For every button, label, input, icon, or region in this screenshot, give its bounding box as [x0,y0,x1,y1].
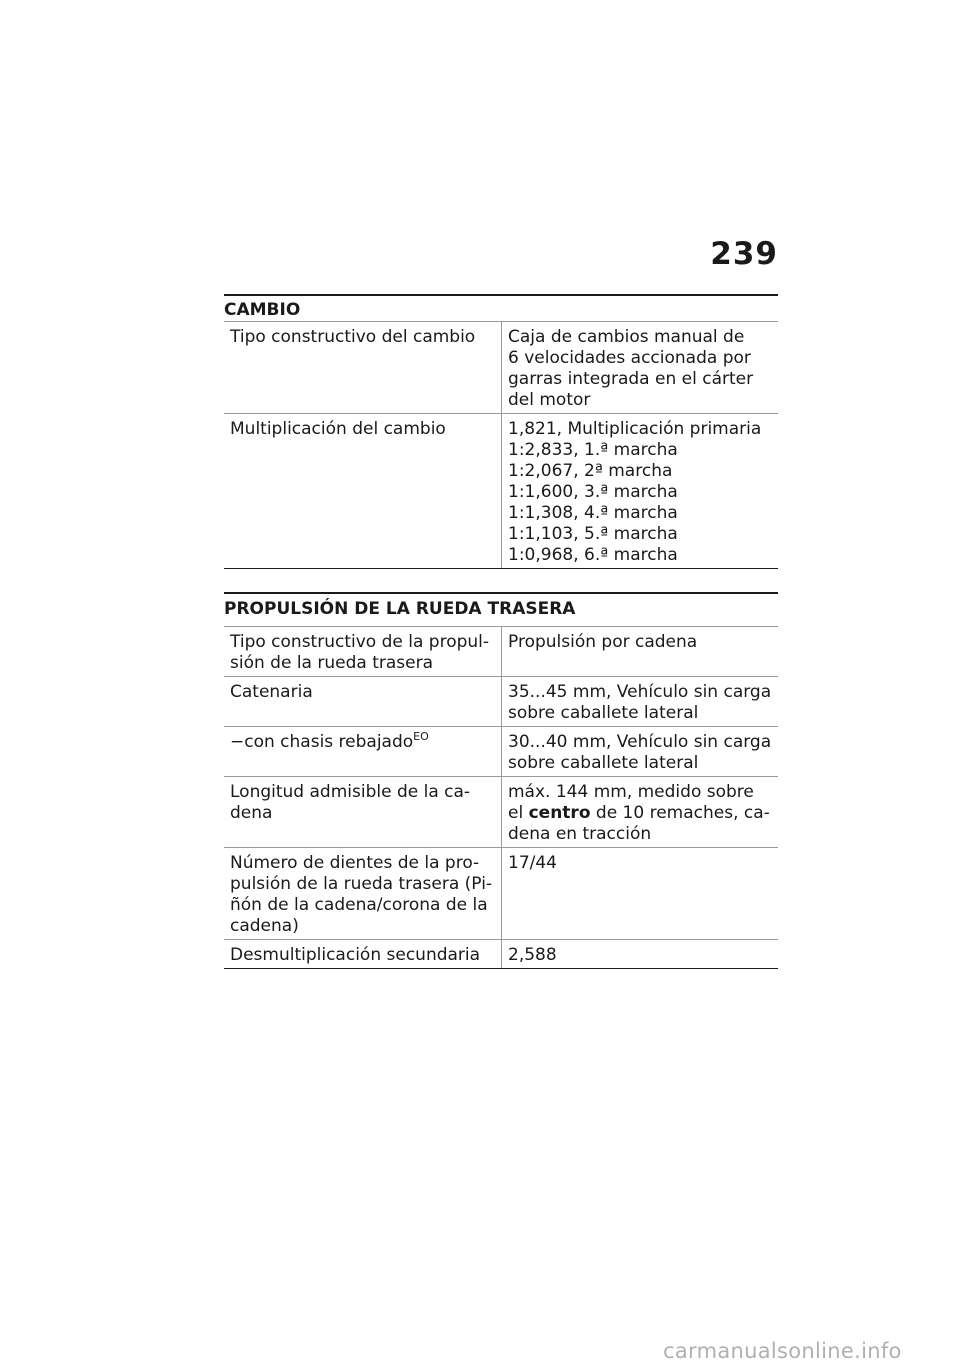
table-row [224,727,778,777]
table-row [224,677,778,727]
table-row [224,848,778,940]
table-row [224,414,778,569]
table-row [224,940,778,969]
row-value: máx. 144 mm, medido sobre el centro de 10 remaches, ca- dena en tracción [502,777,779,848]
section-propulsion [224,592,778,969]
table-row [224,322,778,414]
watermark: carmanualsonline.info [663,1339,902,1363]
row-value: 17/44 [502,848,779,940]
row-label: Tipo constructivo del cambio [224,322,502,414]
row-value: 1,821, Multiplicación primaria 1:2,833, 1.ª marcha 1:2,067, 2ª marcha 1:1,600, 3.ª marcha 1:1,308, 4.ª marcha 1:1,103, 5.ª marcha 1:0,968, 6.ª marcha [502,414,779,569]
spec-table-cambio [224,321,778,569]
table-row [224,777,778,848]
row-label: Multiplicación del cambio [224,414,502,569]
row-label: Catenaria [224,677,502,727]
emphasis-text: centro [528,803,591,823]
table-row [224,627,778,677]
row-label: Tipo constructivo de la propul- sión de la rueda trasera [224,627,502,677]
row-label: Desmultiplicación secundaria [224,940,502,969]
row-value: Propulsión por cadena [502,627,779,677]
row-value: 30...40 mm, Vehículo sin carga sobre caballete lateral [502,727,779,777]
row-label: Número de dientes de la pro- pulsión de la rueda trasera (Pi- ñón de la cadena/corona de la cadena) [224,848,502,940]
row-label: −con chasis rebajado$^{EO}$ [224,727,502,777]
row-value: Caja de cambios manual de 6 velocidades accionada por garras integrada en el cárter del motor [502,322,779,414]
row-value: 35...45 mm, Vehículo sin carga sobre caballete lateral [502,677,779,727]
row-label: Longitud admisible de la ca- dena [224,777,502,848]
spec-table-propulsion [224,626,778,969]
section-title: CAMBIO [224,294,778,321]
section-cambio [224,294,778,569]
section-title: PROPULSIÓN DE LA RUEDA TRASERA [224,592,778,626]
row-value: 2,588 [502,940,779,969]
option-superscript: EO [413,730,429,743]
page-number: 239 [710,236,778,272]
